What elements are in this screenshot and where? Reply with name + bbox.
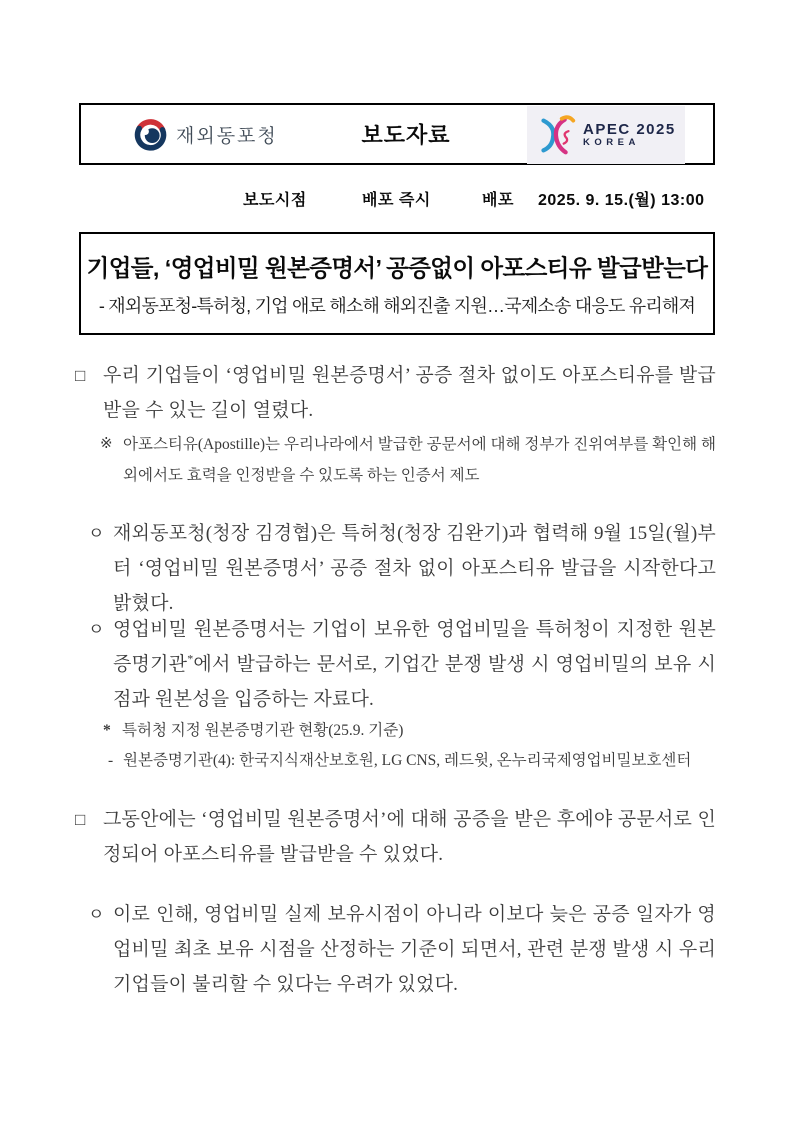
paragraph-lead (75, 358, 716, 428)
release-time-value: 배포 즉시 (362, 192, 431, 209)
headline-box (79, 232, 715, 335)
footnote-institutions (108, 746, 716, 776)
paragraph-text-before: 영업비밀 원본증명서는 기업이 보유한 영업비밀을 특허청이 지정한 원본 증명기관 (113, 619, 716, 675)
paragraph-concern (88, 897, 716, 1002)
footnote-text: 특허청 지정 원본증명기관 현황(25.9. 기준) (122, 722, 404, 739)
circle-bullet: ㅇ (88, 620, 105, 639)
apec-brush-icon (533, 111, 579, 159)
square-bullet: □ (75, 810, 86, 829)
asterisk-bullet: * (103, 722, 111, 739)
footnote-text: 원본증명기관(4): 한국지식재산보호원, LG CNS, 레드윗, 온누리국제영업비밀보호센터 (123, 752, 692, 769)
footnote-status (103, 716, 716, 746)
reference-note-text: 아포스티유(Apostille)는 우리나라에서 발급한 공문서에 대해 정부가 진위여부를 확인해 해외에서도 효력을 인정받을 수 있도록 하는 인증서 제도 (123, 436, 716, 484)
paragraph-text: 재외동포청(청장 김경협)은 특허청(청장 김완기)과 협력해 9월 15일(월)부터 ‘영업비밀 원본증명서’ 공증 절차 없이 아포스티유 발급을 시작한다고 밝혔다. (113, 523, 716, 614)
agency-name: 재외동포청 (176, 125, 278, 147)
reference-mark-bullet: ※ (100, 436, 113, 452)
release-time-label: 보도시점 (243, 192, 307, 209)
header (79, 103, 715, 165)
headline-title: 기업들, ‘영업비밀 원본증명서’ 공증없이 아포스티유 발급받는다 (86, 255, 708, 281)
distribution-label: 배포 (482, 192, 514, 209)
paragraph-announcement (88, 516, 716, 621)
apec-logo (527, 106, 685, 164)
square-bullet: □ (75, 366, 86, 385)
footnote-marker: * (187, 651, 194, 666)
release-info-row (79, 187, 715, 211)
paragraph-certificate-desc (88, 612, 716, 717)
paragraph-background (75, 802, 716, 872)
distribution-datetime: 2025. 9. 15.(월) 13:00 (538, 192, 705, 209)
dash-bullet: - (108, 752, 114, 769)
paragraph-text-after: 에서 발급하는 문서로, 기업간 분쟁 발생 시 영업비밀의 보유 시점과 원본성을 입증하는 자료다. (113, 654, 716, 710)
apec-logo-line1: APEC 2025 (583, 121, 676, 139)
paragraph-text: 그동안에는 ‘영업비밀 원본증명서’에 대해 공증을 받은 후에야 공문서로 인정되어 아포스티유를 발급받을 수 있었다. (103, 809, 716, 865)
paragraph-text: 우리 기업들이 ‘영업비밀 원본증명서’ 공증 절차 없이도 아포스티유를 발급 받을 수 있는 길이 열렸다. (103, 365, 716, 421)
paragraph-text (113, 612, 716, 717)
apec-logo-line2: KOREA (583, 136, 640, 148)
doc-type-title: 보도자료 (361, 122, 451, 148)
paragraph-text: 이로 인해, 영업비밀 실제 보유시점이 아니라 이보다 늦은 공증 일자가 영업비밀 최초 보유 시점을 산정하는 기준이 되면서, 관련 분쟁 발생 시 우리 기업들이 불리할 수 있다는 우려가 있었다. (113, 904, 716, 995)
circle-bullet: ㅇ (88, 905, 105, 924)
headline-subtitle: - 재외동포청-특허청, 기업 애로 해소해 해외진출 지원…국제소송 대응도 유리해져 (98, 296, 696, 316)
reference-note (100, 429, 716, 491)
apec-logo-text (583, 122, 676, 148)
circle-bullet: ㅇ (88, 524, 105, 543)
